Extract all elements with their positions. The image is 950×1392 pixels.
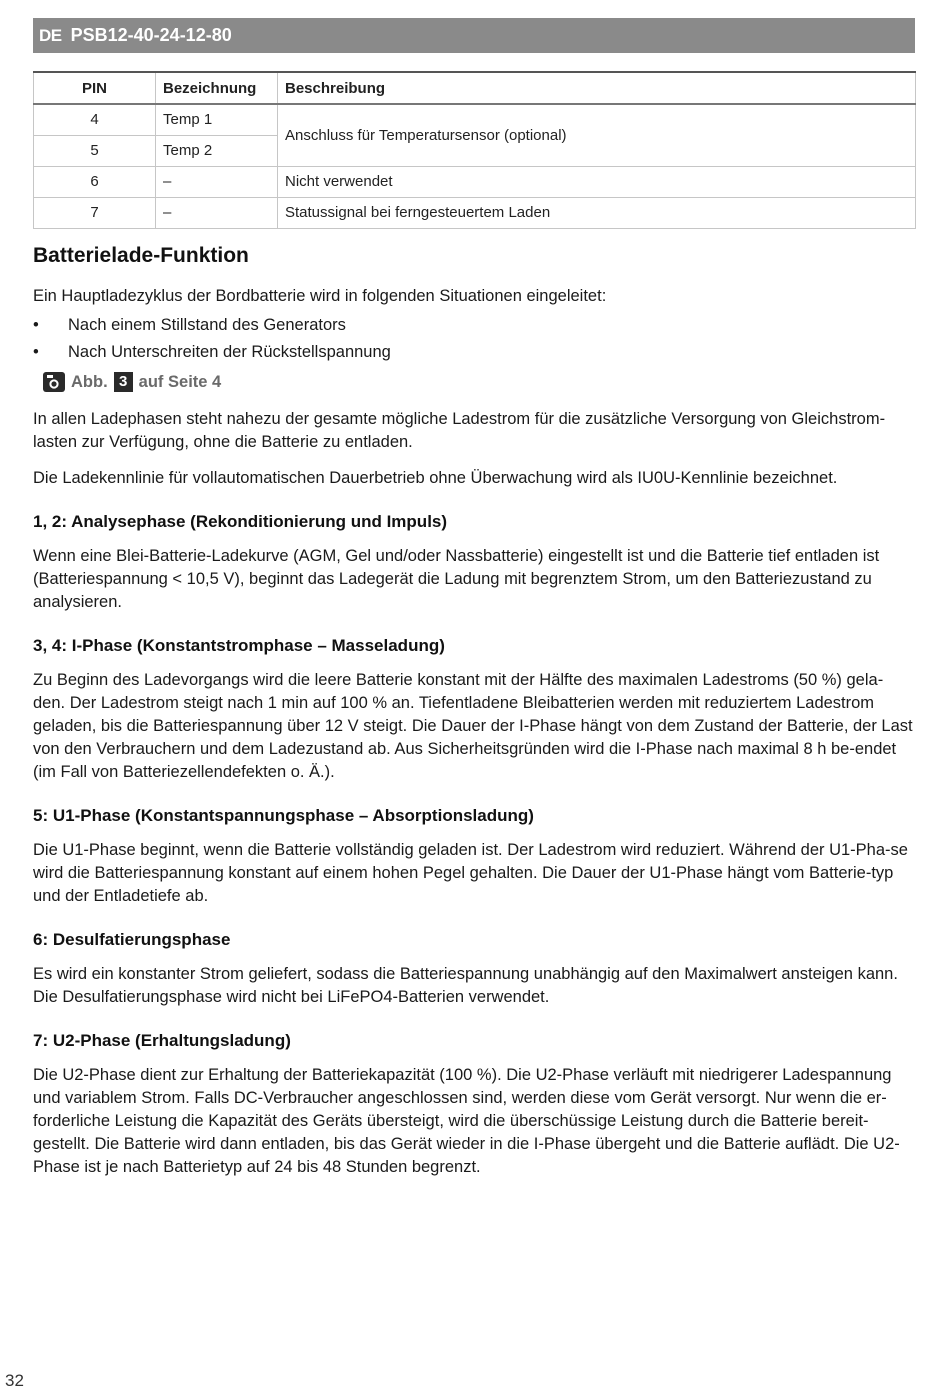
bullet-list [33, 312, 915, 366]
phase-text: Die U1-Phase beginnt, wenn die Batterie vollständig geladen ist. Der Ladestrom wird reduziert. Während der U1-Pha-se wird die Batteriespannung konstant auf einem hohen Pegel gehalten. Die Dauer der U1-Phase hängt vom Batterie-typ und der Entladetiefe ab. [33, 841, 908, 905]
pin-cell: 5 [34, 135, 156, 166]
list-item-text: Nach einem Stillstand des Generators [68, 316, 346, 334]
table-row [34, 104, 916, 135]
phase-text: Die U2-Phase dient zur Erhaltung der Batteriekapazität (100 %). Die U2-Phase verläuft mit niedrigerer Ladespannung und variablem Strom. Falls DC-Verbraucher angeschlossen sind, werden diese vom Gerät versorgt. Nur wenn die er-forderliche Leistung die Kapazität des Geräts übersteigt, wird die überschüssige Leistung durch die Batterie bereit-gestellt. Die Batterie wird dann entladen, bis das Gerät wieder in die I-Phase übergeht und die Batterie auflädt. Die U2-Phase ist je nach Batterietyp auf 24 bis 48 Stunden begrenzt. [33, 1066, 900, 1176]
paragraph: In allen Ladephasen steht nahezu der gesamte mögliche Ladestrom für die zusätzliche Versorgung von Gleichstrom-lasten zur Verfügung, ohne die Batterie zu entladen. [33, 410, 886, 451]
phase-heading: 3, 4: I-Phase (Konstantstromphase – Masseladung) [33, 636, 445, 655]
phase-text: Es wird ein konstanter Strom geliefert, sodass die Batteriespannung unabhängig auf den Maximalwert ansteigen kann. Die Desulfatierungsphase wird nicht bei LiFePO4-Batterien verwendet. [33, 965, 898, 1006]
description-cell: Anschluss für Temperatursensor (optional) [278, 104, 916, 166]
name-cell: – [156, 166, 278, 197]
description-cell: Statussignal bei ferngesteuertem Laden [278, 197, 916, 228]
description-cell: Nicht verwendet [278, 166, 916, 197]
phase-heading: 5: U1-Phase (Konstantspannungsphase – Absorptionsladung) [33, 806, 534, 825]
phase-text: Zu Beginn des Ladevorgangs wird die leere Batterie konstant mit der Hälfte des maximalen Ladestroms (50 %) gela-den. Der Ladestrom steigt nach 1 min auf 100 % an. Tiefentladene Bleibatterien werden mit reduziertem Ladestrom geladen, bis die Batteriespannung über 12 V steigt. Die Dauer der I-Phase hängt von dem Zustand der Batterie, der Last von den Verbrauchern und dem Ladezustand ab. Aus Sicherheitsgründen wird die I-Phase nach maximal 8 h be-endet (im Fall von Batteriezellendefekten o. Ä.). [33, 671, 913, 781]
figure-number: 3 [114, 372, 133, 392]
phase-text: Wenn eine Blei-Batterie-Ladekurve (AGM, Gel und/oder Nassbatterie) eingestellt ist und die Batterie tief entladen ist (Batteriespannung < 10,5 V), beginnt das Ladegerät die Ladung mit begrenztem Strom, um den Batteriezustand zu analysieren. [33, 547, 880, 611]
list-item-text: Nach Unterschreiten der Rückstellspannung [68, 343, 391, 361]
phase-heading: 7: U2-Phase (Erhaltungsladung) [33, 1031, 291, 1050]
phase-heading: 6: Desulfatierungsphase [33, 930, 231, 949]
name-cell: – [156, 197, 278, 228]
page-number: 32 [5, 1371, 24, 1390]
document-header [33, 18, 915, 53]
figure-suffix: auf Seite 4 [138, 372, 222, 391]
list-item [33, 339, 915, 366]
language-code: DE [39, 25, 62, 45]
model-number: PSB12-40-24-12-80 [70, 25, 232, 45]
bullet-point: • [33, 316, 39, 334]
name-cell: Temp 1 [156, 104, 278, 135]
name-cell: Temp 2 [156, 135, 278, 166]
section-title: Batterielade-Funktion [33, 244, 249, 267]
table-row [34, 166, 916, 197]
column-header-pin: PIN [34, 72, 156, 104]
figure-prefix: Abb. [71, 372, 108, 391]
table-header-row [34, 72, 916, 104]
intro-paragraph: Ein Hauptladezyklus der Bordbatterie wird in folgenden Situationen eingeleitet: [33, 287, 607, 305]
table-row [34, 197, 916, 228]
figure-reference-link[interactable] [43, 370, 915, 394]
pin-table [33, 71, 916, 229]
main-content [33, 244, 915, 1192]
bullet-point: • [33, 343, 39, 361]
paragraph: Die Ladekennlinie für vollautomatischen Dauerbetrieb ohne Überwachung wird als IU0U-Kennlinie bezeichnet. [33, 469, 838, 487]
column-header-description: Beschreibung [278, 72, 916, 104]
list-item [33, 312, 915, 339]
column-header-name: Bezeichnung [156, 72, 278, 104]
phase-heading: 1, 2: Analysephase (Rekonditionierung und Impuls) [33, 512, 448, 531]
pin-cell: 7 [34, 197, 156, 228]
pin-cell: 6 [34, 166, 156, 197]
pin-cell: 4 [34, 104, 156, 135]
camera-icon [43, 372, 65, 392]
